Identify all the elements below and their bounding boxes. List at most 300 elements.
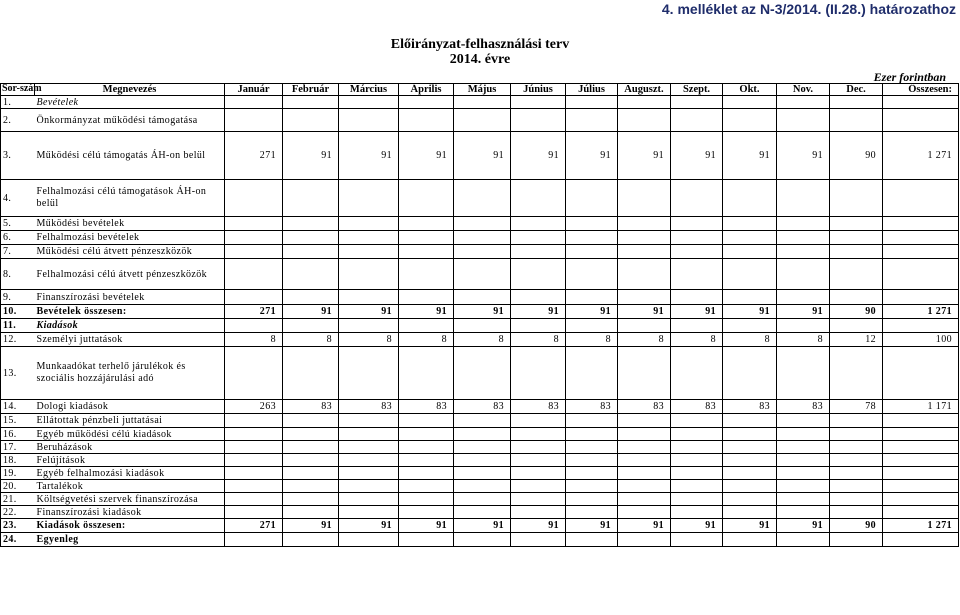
row-value bbox=[225, 96, 283, 109]
row-value bbox=[283, 217, 339, 231]
row-value bbox=[511, 467, 566, 480]
row-value bbox=[618, 480, 671, 493]
row-value bbox=[566, 180, 618, 217]
row-value bbox=[399, 217, 454, 231]
row-value: 8 bbox=[339, 333, 399, 347]
row-value bbox=[618, 533, 671, 547]
row-value bbox=[454, 480, 511, 493]
row-value bbox=[339, 428, 399, 441]
row-value: 8 bbox=[671, 333, 723, 347]
row-value bbox=[454, 217, 511, 231]
row-value bbox=[566, 109, 618, 132]
row-value bbox=[830, 231, 883, 245]
row-value: 83 bbox=[566, 400, 618, 414]
header-month: Április bbox=[399, 84, 454, 96]
row-number: 17. bbox=[1, 441, 35, 454]
header-month: Szept. bbox=[671, 84, 723, 96]
row-value bbox=[723, 506, 777, 519]
row-value bbox=[399, 319, 454, 333]
row-value bbox=[566, 231, 618, 245]
row-value bbox=[566, 414, 618, 428]
row-value: 91 bbox=[777, 132, 830, 180]
row-label: Kiadások bbox=[35, 319, 225, 333]
row-value bbox=[723, 96, 777, 109]
row-value bbox=[671, 480, 723, 493]
row-value bbox=[566, 428, 618, 441]
header-month: Január bbox=[225, 84, 283, 96]
row-value bbox=[339, 217, 399, 231]
row-value bbox=[671, 347, 723, 400]
row-value bbox=[399, 96, 454, 109]
table-row bbox=[1, 400, 959, 414]
row-value bbox=[618, 290, 671, 305]
row-value bbox=[339, 96, 399, 109]
row-value: 91 bbox=[399, 519, 454, 533]
row-value: 91 bbox=[283, 305, 339, 319]
row-value bbox=[399, 347, 454, 400]
row-value bbox=[399, 480, 454, 493]
row-value bbox=[225, 259, 283, 290]
row-value bbox=[618, 231, 671, 245]
row-value: 271 bbox=[225, 132, 283, 180]
row-value: 83 bbox=[339, 400, 399, 414]
row-value bbox=[723, 245, 777, 259]
row-value bbox=[511, 96, 566, 109]
row-value bbox=[671, 96, 723, 109]
row-total bbox=[883, 467, 959, 480]
row-value bbox=[830, 109, 883, 132]
row-number: 1. bbox=[1, 96, 35, 109]
row-value bbox=[283, 180, 339, 217]
row-value bbox=[339, 493, 399, 506]
row-value bbox=[225, 290, 283, 305]
row-value bbox=[723, 533, 777, 547]
header-month: Dec. bbox=[830, 84, 883, 96]
row-value bbox=[399, 231, 454, 245]
row-total: 1 271 bbox=[883, 305, 959, 319]
row-total: 100 bbox=[883, 333, 959, 347]
row-total bbox=[883, 245, 959, 259]
header-row bbox=[1, 84, 959, 96]
row-value bbox=[511, 454, 566, 467]
row-label: Bevételek bbox=[35, 96, 225, 109]
row-value bbox=[511, 414, 566, 428]
row-value bbox=[618, 109, 671, 132]
row-value bbox=[454, 245, 511, 259]
row-value bbox=[225, 231, 283, 245]
table-row bbox=[1, 493, 959, 506]
table-row bbox=[1, 259, 959, 290]
row-value: 91 bbox=[671, 519, 723, 533]
row-total bbox=[883, 533, 959, 547]
row-total bbox=[883, 180, 959, 217]
row-value bbox=[618, 414, 671, 428]
row-value bbox=[618, 506, 671, 519]
row-value: 8 bbox=[283, 333, 339, 347]
row-value bbox=[225, 217, 283, 231]
row-label: Kiadások összesen: bbox=[35, 519, 225, 533]
row-label: Személyi juttatások bbox=[35, 333, 225, 347]
row-value bbox=[723, 454, 777, 467]
row-value bbox=[225, 441, 283, 454]
row-value: 8 bbox=[225, 333, 283, 347]
row-number: 15. bbox=[1, 414, 35, 428]
row-total bbox=[883, 454, 959, 467]
row-value: 91 bbox=[454, 305, 511, 319]
row-value bbox=[830, 428, 883, 441]
row-value bbox=[723, 290, 777, 305]
row-value: 91 bbox=[511, 305, 566, 319]
row-value bbox=[283, 441, 339, 454]
row-value bbox=[454, 493, 511, 506]
row-value bbox=[671, 467, 723, 480]
row-value: 91 bbox=[511, 519, 566, 533]
row-number: 24. bbox=[1, 533, 35, 547]
row-total: 1 171 bbox=[883, 400, 959, 414]
row-label: Finanszírozási kiadások bbox=[35, 506, 225, 519]
row-value bbox=[399, 493, 454, 506]
row-label: Önkormányzat működési támogatása bbox=[35, 109, 225, 132]
row-value bbox=[777, 180, 830, 217]
row-number: 11. bbox=[1, 319, 35, 333]
row-value: 91 bbox=[566, 132, 618, 180]
row-value: 83 bbox=[671, 400, 723, 414]
table-row bbox=[1, 533, 959, 547]
row-value bbox=[511, 180, 566, 217]
row-value bbox=[511, 217, 566, 231]
row-value: 91 bbox=[566, 305, 618, 319]
row-value bbox=[777, 506, 830, 519]
row-value bbox=[830, 217, 883, 231]
row-value bbox=[283, 454, 339, 467]
row-value bbox=[566, 441, 618, 454]
row-value bbox=[283, 414, 339, 428]
row-label: Egyéb működési célú kiadások bbox=[35, 428, 225, 441]
header-month: Nov. bbox=[777, 84, 830, 96]
row-value: 12 bbox=[830, 333, 883, 347]
row-value: 91 bbox=[618, 519, 671, 533]
row-value bbox=[777, 231, 830, 245]
row-value bbox=[283, 428, 339, 441]
document-title: Előirányzat-felhasználási terv bbox=[390, 37, 570, 52]
row-value bbox=[399, 245, 454, 259]
row-value bbox=[671, 454, 723, 467]
table-row bbox=[1, 454, 959, 467]
row-value bbox=[225, 533, 283, 547]
row-label: Ellátottak pénzbeli juttatásai bbox=[35, 414, 225, 428]
header-month: Május bbox=[454, 84, 511, 96]
table-row bbox=[1, 96, 959, 109]
row-value bbox=[454, 231, 511, 245]
row-value bbox=[225, 454, 283, 467]
table-row bbox=[1, 333, 959, 347]
row-value bbox=[671, 259, 723, 290]
row-value: 91 bbox=[283, 519, 339, 533]
row-value bbox=[566, 217, 618, 231]
row-value bbox=[225, 506, 283, 519]
budget-table bbox=[0, 83, 959, 547]
row-value bbox=[777, 441, 830, 454]
row-value bbox=[830, 506, 883, 519]
row-value bbox=[399, 533, 454, 547]
row-value bbox=[339, 454, 399, 467]
row-number: 2. bbox=[1, 109, 35, 132]
row-number: 19. bbox=[1, 467, 35, 480]
row-value bbox=[454, 259, 511, 290]
header-name: Megnevezés bbox=[35, 84, 225, 96]
row-value bbox=[618, 217, 671, 231]
row-value bbox=[339, 231, 399, 245]
row-value: 90 bbox=[830, 519, 883, 533]
row-number: 10. bbox=[1, 305, 35, 319]
row-value bbox=[777, 454, 830, 467]
row-value bbox=[399, 454, 454, 467]
row-value bbox=[454, 506, 511, 519]
row-value: 91 bbox=[566, 519, 618, 533]
row-value bbox=[618, 441, 671, 454]
row-value bbox=[830, 245, 883, 259]
header-month: Auguszt. bbox=[618, 84, 671, 96]
table-row bbox=[1, 217, 959, 231]
row-value bbox=[454, 347, 511, 400]
row-number: 13. bbox=[1, 347, 35, 400]
row-value bbox=[566, 96, 618, 109]
row-value bbox=[830, 347, 883, 400]
row-value bbox=[511, 493, 566, 506]
row-value: 91 bbox=[723, 132, 777, 180]
row-value bbox=[671, 217, 723, 231]
row-value bbox=[225, 467, 283, 480]
row-number: 18. bbox=[1, 454, 35, 467]
row-value bbox=[283, 245, 339, 259]
row-value bbox=[225, 493, 283, 506]
row-label: Felhalmozási célú támogatások ÁH-on belül bbox=[35, 180, 225, 217]
row-value bbox=[671, 533, 723, 547]
row-total bbox=[883, 217, 959, 231]
row-value bbox=[830, 96, 883, 109]
row-value: 83 bbox=[723, 400, 777, 414]
row-value bbox=[283, 231, 339, 245]
row-value: 91 bbox=[399, 132, 454, 180]
row-value: 91 bbox=[723, 519, 777, 533]
row-value bbox=[777, 347, 830, 400]
row-value bbox=[511, 259, 566, 290]
row-total bbox=[883, 319, 959, 333]
row-value bbox=[283, 506, 339, 519]
row-total bbox=[883, 231, 959, 245]
header-month: Június bbox=[511, 84, 566, 96]
row-label: Költségvetési szervek finanszírozása bbox=[35, 493, 225, 506]
table-row bbox=[1, 180, 959, 217]
row-value bbox=[777, 217, 830, 231]
row-value bbox=[723, 441, 777, 454]
row-value bbox=[777, 319, 830, 333]
row-value bbox=[777, 109, 830, 132]
row-value: 91 bbox=[777, 519, 830, 533]
row-value: 271 bbox=[225, 519, 283, 533]
table-row bbox=[1, 231, 959, 245]
row-label: Felújítások bbox=[35, 454, 225, 467]
row-value: 91 bbox=[339, 305, 399, 319]
row-value bbox=[511, 109, 566, 132]
row-label: Munkaadókat terhelő járulékok és szociális hozzájárulási adó bbox=[35, 347, 225, 400]
row-value bbox=[399, 428, 454, 441]
row-value bbox=[225, 428, 283, 441]
row-value bbox=[454, 96, 511, 109]
table-row bbox=[1, 109, 959, 132]
row-total bbox=[883, 480, 959, 493]
row-value bbox=[225, 319, 283, 333]
row-value bbox=[399, 441, 454, 454]
row-value bbox=[283, 109, 339, 132]
document-subtitle: 2014. évre bbox=[449, 52, 511, 67]
row-value bbox=[339, 259, 399, 290]
row-value bbox=[777, 533, 830, 547]
row-label: Működési célú átvett pénzeszközök bbox=[35, 245, 225, 259]
row-label: Bevételek összesen: bbox=[35, 305, 225, 319]
row-value bbox=[723, 467, 777, 480]
row-value bbox=[830, 259, 883, 290]
row-value bbox=[566, 467, 618, 480]
row-value bbox=[339, 533, 399, 547]
row-value bbox=[339, 109, 399, 132]
row-value: 83 bbox=[399, 400, 454, 414]
row-number: 3. bbox=[1, 132, 35, 180]
row-value bbox=[283, 259, 339, 290]
row-number: 22. bbox=[1, 506, 35, 519]
row-total bbox=[883, 506, 959, 519]
row-value bbox=[339, 319, 399, 333]
row-value: 78 bbox=[830, 400, 883, 414]
row-value: 91 bbox=[454, 519, 511, 533]
row-value: 8 bbox=[399, 333, 454, 347]
row-number: 5. bbox=[1, 217, 35, 231]
row-value bbox=[723, 480, 777, 493]
annex-reference: 4. melléklet az N-3/2014. (II.28.) határozathoz bbox=[661, 1, 956, 17]
row-value bbox=[723, 428, 777, 441]
header-month: Február bbox=[283, 84, 339, 96]
row-value: 90 bbox=[830, 132, 883, 180]
row-value bbox=[723, 347, 777, 400]
row-total: 1 271 bbox=[883, 132, 959, 180]
row-value bbox=[283, 290, 339, 305]
row-value: 83 bbox=[618, 400, 671, 414]
row-value: 91 bbox=[511, 132, 566, 180]
row-value bbox=[618, 454, 671, 467]
row-value bbox=[566, 319, 618, 333]
row-value bbox=[777, 96, 830, 109]
row-total: 1 271 bbox=[883, 519, 959, 533]
row-value bbox=[671, 290, 723, 305]
row-value: 8 bbox=[777, 333, 830, 347]
row-value bbox=[618, 245, 671, 259]
row-number: 7. bbox=[1, 245, 35, 259]
table-row bbox=[1, 347, 959, 400]
row-number: 21. bbox=[1, 493, 35, 506]
row-value bbox=[777, 493, 830, 506]
row-total bbox=[883, 259, 959, 290]
table-row bbox=[1, 467, 959, 480]
row-value bbox=[511, 533, 566, 547]
row-number: 12. bbox=[1, 333, 35, 347]
row-value: 8 bbox=[566, 333, 618, 347]
row-value: 263 bbox=[225, 400, 283, 414]
row-value: 8 bbox=[618, 333, 671, 347]
row-value bbox=[618, 347, 671, 400]
table-row bbox=[1, 506, 959, 519]
row-value bbox=[566, 506, 618, 519]
row-value bbox=[399, 259, 454, 290]
row-value bbox=[830, 467, 883, 480]
row-value bbox=[618, 319, 671, 333]
table-row bbox=[1, 290, 959, 305]
row-value bbox=[723, 493, 777, 506]
row-value: 91 bbox=[723, 305, 777, 319]
row-value bbox=[671, 428, 723, 441]
row-value bbox=[566, 454, 618, 467]
row-value bbox=[511, 347, 566, 400]
row-value bbox=[283, 480, 339, 493]
row-label: Finanszírozási bevételek bbox=[35, 290, 225, 305]
row-number: 20. bbox=[1, 480, 35, 493]
table-row bbox=[1, 319, 959, 333]
row-value bbox=[225, 347, 283, 400]
row-value: 91 bbox=[339, 519, 399, 533]
row-value bbox=[777, 467, 830, 480]
row-value bbox=[723, 259, 777, 290]
row-value bbox=[618, 96, 671, 109]
row-value: 91 bbox=[777, 305, 830, 319]
row-value bbox=[511, 290, 566, 305]
row-total bbox=[883, 441, 959, 454]
row-value bbox=[618, 467, 671, 480]
row-number: 4. bbox=[1, 180, 35, 217]
row-total bbox=[883, 414, 959, 428]
row-value: 83 bbox=[283, 400, 339, 414]
row-value bbox=[830, 454, 883, 467]
row-value bbox=[511, 480, 566, 493]
row-value bbox=[777, 245, 830, 259]
row-value bbox=[777, 480, 830, 493]
row-number: 8. bbox=[1, 259, 35, 290]
row-value bbox=[671, 245, 723, 259]
table-row bbox=[1, 414, 959, 428]
row-number: 16. bbox=[1, 428, 35, 441]
row-value bbox=[454, 441, 511, 454]
row-value bbox=[339, 290, 399, 305]
row-label: Egyenleg bbox=[35, 533, 225, 547]
row-value bbox=[566, 480, 618, 493]
row-value bbox=[454, 428, 511, 441]
row-value bbox=[283, 347, 339, 400]
row-value bbox=[283, 493, 339, 506]
table-row bbox=[1, 305, 959, 319]
row-value: 91 bbox=[618, 132, 671, 180]
header-month: Július bbox=[566, 84, 618, 96]
row-value bbox=[454, 290, 511, 305]
header-sorszam: Sor-szám bbox=[2, 83, 42, 94]
row-value bbox=[830, 480, 883, 493]
row-value bbox=[454, 414, 511, 428]
row-value bbox=[399, 290, 454, 305]
row-value bbox=[723, 109, 777, 132]
row-value bbox=[225, 180, 283, 217]
row-value bbox=[225, 480, 283, 493]
row-value: 83 bbox=[777, 400, 830, 414]
row-total bbox=[883, 109, 959, 132]
row-value bbox=[723, 319, 777, 333]
row-value bbox=[399, 467, 454, 480]
